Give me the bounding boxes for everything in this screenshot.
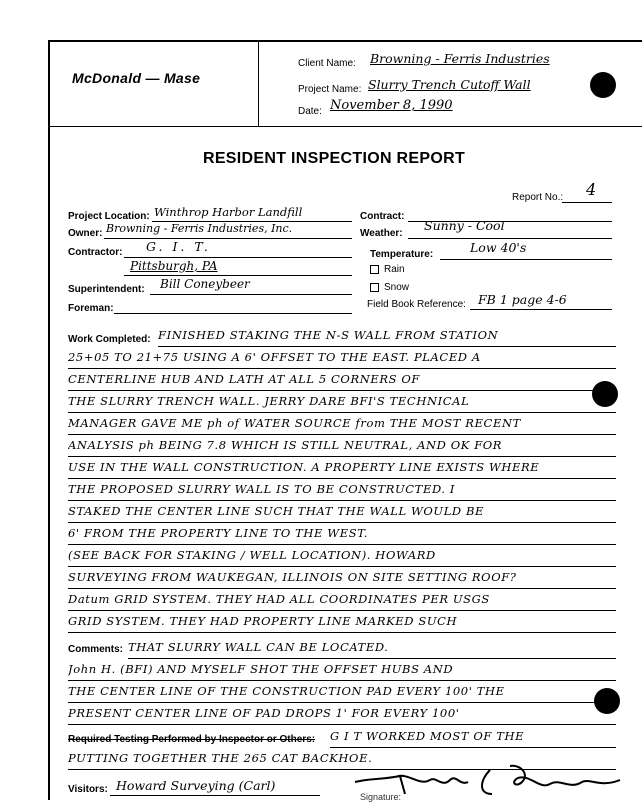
owner-line [104,238,352,239]
foreman-line [114,313,352,314]
testing-line: PUTTING TOGETHER THE 265 CAT BACKHOE. [68,748,616,770]
report-no-line [562,202,612,203]
field-book-value: FB 1 page 4-6 [478,292,567,307]
foreman-label: Foreman: [68,303,114,314]
client-name-label: Client Name: [298,58,356,69]
contractor-value: G. I. T. [146,239,211,254]
visitors-value: Howard Surveying (Carl) [116,778,276,793]
client-name-value: Browning - Ferris Industries [370,51,550,66]
work-line: GRID SYSTEM. THEY HAD PROPERTY LINE MARKED SUCH [68,611,616,633]
superintendent-value: Bill Coneybeer [160,277,250,291]
work-line: THE SLURRY TRENCH WALL. JERRY DARE BFI'S TECHNICAL [68,391,616,413]
work-line: MANAGER GAVE ME ph of WATER SOURCE from THE MOST RECENT [68,413,616,435]
company-logo: McDonald — Mase [72,70,201,86]
project-name-value: Slurry Trench Cutoff Wall [368,77,531,92]
superintendent-line [150,294,352,295]
project-name-label: Project Name: [298,84,362,95]
report-no-label: Report No.: [512,192,564,203]
project-location-value: Winthrop Harbor Landfill [154,205,303,219]
owner-value: Browning - Ferris Industries, Inc. [106,222,293,235]
temperature-value: Low 40's [470,240,527,255]
project-location-label: Project Location: [68,211,150,222]
work-line: THE PROPOSED SLURRY WALL IS TO BE CONSTRUCTED. I [68,479,616,501]
signature [350,760,630,800]
required-testing-label: Required Testing Performed by Inspector or Others: [68,734,316,745]
work-line: ANALYSIS ph BEING 7.8 WHICH IS STILL NEUTRAL, AND OK FOR [68,435,616,457]
date-label: Date: [298,106,322,117]
binder-hole-top [590,72,616,98]
work-line: USE IN THE WALL CONSTRUCTION. A PROPERTY LINE EXISTS WHERE [68,457,616,479]
work-line: FINISHED STAKING THE N-S WALL FROM STATION [158,325,616,347]
work-line: (SEE BACK FOR STAKING / WELL LOCATION). HOWARD [68,545,616,567]
form-top-border [48,40,642,42]
visitors-line [110,795,320,796]
comment-line: THAT SLURRY WALL CAN BE LOCATED. [128,637,616,659]
header-bottom-border [48,126,642,127]
work-line: CENTERLINE HUB AND LATH AT ALL 5 CORNERS OF [68,369,616,391]
comment-line: John H. (BFI) AND MYSELF SHOT THE OFFSET HUBS AND [68,659,616,681]
comment-line: THE CENTER LINE OF THE CONSTRUCTION PAD EVERY 100' THE [68,681,616,703]
report-no-value: 4 [586,180,597,199]
work-line: 25+05 TO 21+75 USING A 6' OFFSET TO THE EAST. PLACED A [68,347,616,369]
comments-label: Comments: [68,644,124,655]
rain-checkbox[interactable] [370,265,379,274]
work-line: 6' FROM THE PROPERTY LINE TO THE WEST. [68,523,616,545]
contractor-line-2 [124,275,352,276]
contractor-value-2: Pittsburgh, PA [130,259,218,273]
signature-label: Signature: [360,792,402,802]
snow-label: Snow [384,282,410,293]
rain-label: Rain [384,264,405,275]
work-line: STAKED THE CENTER LINE SUCH THAT THE WALL WOULD BE [68,501,616,523]
date-value: November 8, 1990 [330,98,453,113]
superintendent-label: Superintendent: [68,284,145,295]
weather-value: Sunny - Cool [424,218,505,233]
header-divider [258,40,259,126]
work-completed-label: Work Completed: [68,334,151,345]
contractor-label: Contractor: [68,247,123,258]
field-book-label: Field Book Reference: [367,299,466,310]
work-line: Datum GRID SYSTEM. THEY HAD ALL COORDINATES PER USGS [68,589,616,611]
report-title: RESIDENT INSPECTION REPORT [202,150,466,167]
temperature-label: Temperature: [370,249,434,260]
weather-label: Weather: [360,228,403,239]
owner-label: Owner: [68,228,103,239]
snow-checkbox[interactable] [370,283,379,292]
visitors-label-bottom: Visitors: [68,784,108,795]
weather-line [408,238,612,239]
contractor-line [124,257,352,258]
temperature-line [440,259,612,260]
contract-label: Contract: [360,211,405,222]
work-line: SURVEYING FROM WAUKEGAN, ILLINOIS ON SITE SETTING ROOF? [68,567,616,589]
comment-line: PRESENT CENTER LINE OF PAD DROPS 1' FOR EVERY 100' [68,703,616,725]
field-book-line [470,309,612,310]
testing-line: G I T WORKED MOST OF THE [330,726,616,748]
